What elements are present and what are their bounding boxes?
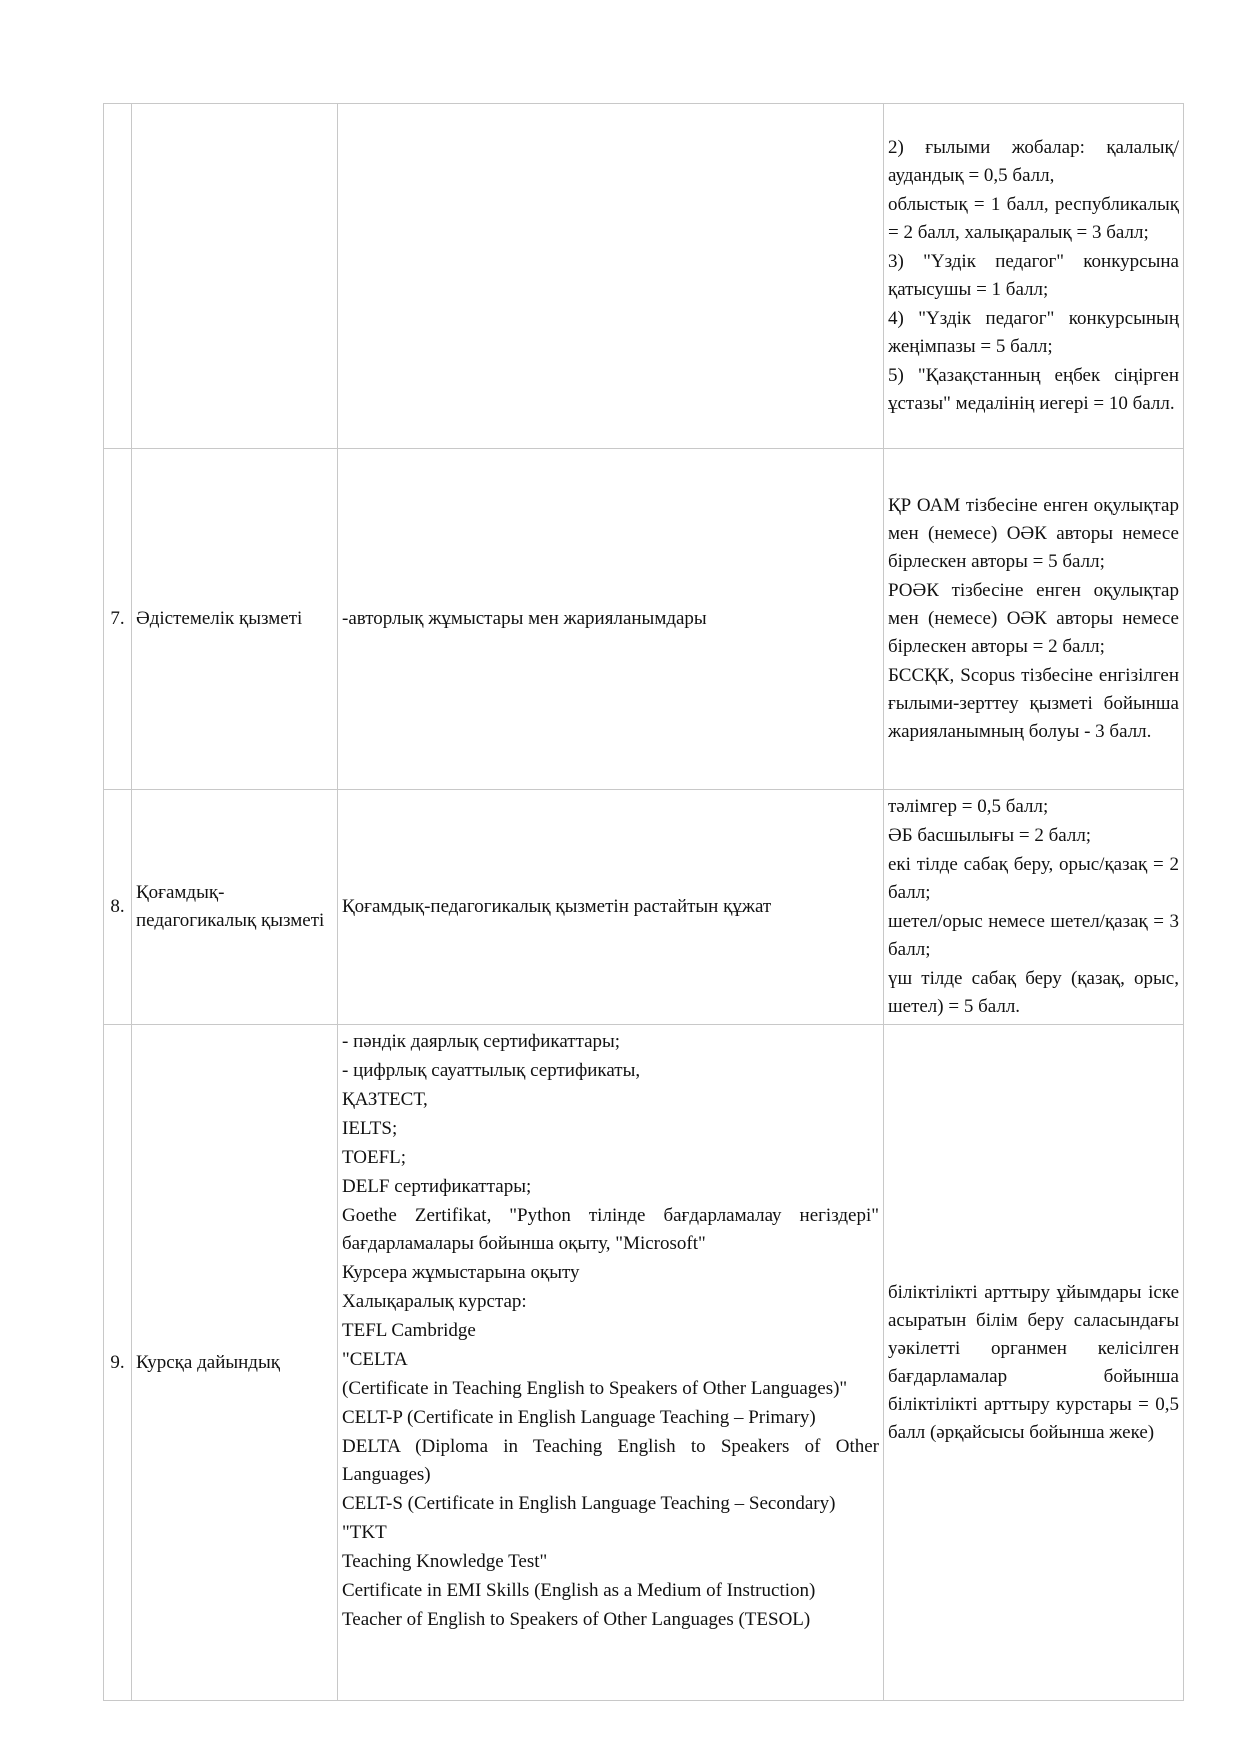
criteria-line: ӘБ басшылығы = 2 балл; [888, 825, 1092, 846]
criteria-cell [884, 449, 1184, 790]
criteria-cell [884, 1025, 1184, 1701]
document-line: TOEFL; [342, 1147, 407, 1168]
document-line: Қоғамдық-педагогикалық қызметін растайтын құжат [342, 896, 772, 917]
table-row [104, 1025, 1184, 1701]
criteria-line: үш тілде сабақ беру (қазақ, орыс, шетел) = 5 балл. [888, 968, 1179, 1017]
document-line: DELF сертификаттары; [342, 1176, 532, 1197]
criteria-cell [884, 104, 1184, 449]
criteria-line: 2) ғылыми жобалар: қалалық/аудандық = 0,5 балл, [888, 137, 1179, 186]
document-line: Халықаралық курстар: [342, 1291, 527, 1312]
documents-cell [338, 1025, 884, 1701]
criteria-table [103, 103, 1184, 1701]
document-line: Certificate in EMI Skills (English as a Medium of Instruction) [342, 1580, 816, 1601]
document-line: DELTA (Diploma in Teaching English to Speakers of Other Languages) [342, 1436, 879, 1485]
documents-cell [338, 449, 884, 790]
row-number: 9. [104, 1025, 132, 1701]
document-line: "TKT [342, 1522, 387, 1543]
criteria-table-body [104, 104, 1184, 1701]
criteria-cell [884, 790, 1184, 1025]
document-line: "CELTA [342, 1349, 408, 1370]
criteria-line: ҚР ОАМ тізбесіне енген оқулықтар мен (немесе) ОӘК авторы немесе бірлескен авторы = 5 балл; [888, 495, 1179, 572]
criteria-line: 5) "Қазақстанның еңбек сіңірген ұстазы" медалінің иегері = 10 балл. [888, 365, 1179, 414]
row-number [104, 104, 132, 449]
criteria-line: 3) "Үздік педагог" конкурсына қатысушы = 1 балл; [888, 251, 1179, 300]
document-line: - пәндік даярлық сертификаттары; [342, 1031, 621, 1052]
row-number: 7. [104, 449, 132, 790]
document-line: (Certificate in Teaching English to Speakers of Other Languages)" [342, 1378, 848, 1399]
criteria-line: біліктілікті арттыру ұйымдары іске асыратын білім беру саласындағы уәкілетті органмен келісілген бағдарламалар бойынша біліктілікті арттыру курстары = 0,5 балл (әрқайсысы бойынша жеке) [888, 1281, 1179, 1443]
row-number: 8. [104, 790, 132, 1025]
table-row [104, 104, 1184, 449]
document-line: CELT-P (Certificate in English Language Teaching – Primary) [342, 1407, 816, 1428]
document-line: Курсера жұмыстарына оқыту [342, 1262, 580, 1283]
documents-cell [338, 790, 884, 1025]
document-line: -авторлық жұмыстары мен жарияланымдары [342, 608, 707, 629]
document-line: TEFL Cambridge [342, 1320, 476, 1341]
document-line: Goethe Zertifikat, "Python тілінде бағдарламалау негіздері" бағдарламалары бойынша оқыту, "Microsoft" [342, 1205, 879, 1254]
document-line: Teaching Knowledge Test" [342, 1551, 548, 1572]
criteria-line: РОӘК тізбесіне енген оқулықтар мен (немесе) ОӘК авторы немесе бірлескен авторы = 2 балл; [888, 580, 1179, 657]
activity-name: Қоғамдық-педагогикалық қызметі [132, 790, 338, 1025]
document-line: - цифрлық сауаттылық сертификаты, [342, 1060, 641, 1081]
document-line: ҚАЗТЕСТ, [342, 1089, 428, 1110]
criteria-line: шетел/орыс немесе шетел/қазақ = 3 балл; [888, 911, 1179, 960]
table-row [104, 790, 1184, 1025]
criteria-line: облыстық = 1 балл, республикалық = 2 балл, халықаралық = 3 балл; [888, 194, 1179, 243]
criteria-line: тәлімгер = 0,5 балл; [888, 796, 1049, 817]
document-line: CELT-S (Certificate in English Language Teaching – Secondary) [342, 1493, 836, 1514]
table-row [104, 449, 1184, 790]
activity-name: Әдістемелік қызметі [132, 449, 338, 790]
document-line: IELTS; [342, 1118, 398, 1139]
activity-name: Курсқа дайындық [132, 1025, 338, 1701]
documents-cell [338, 104, 884, 449]
criteria-line: екі тілде сабақ беру, орыс/қазақ = 2 балл; [888, 854, 1179, 903]
criteria-line: БССҚК, Scopus тізбесіне енгізілген ғылыми-зерттеу қызметі бойынша жарияланымның болуы - 3 балл. [888, 665, 1179, 742]
activity-name [132, 104, 338, 449]
criteria-line: 4) "Үздік педагог" конкурсының жеңімпазы = 5 балл; [888, 308, 1179, 357]
document-line: Teacher of English to Speakers of Other Languages (TESOL) [342, 1609, 811, 1630]
